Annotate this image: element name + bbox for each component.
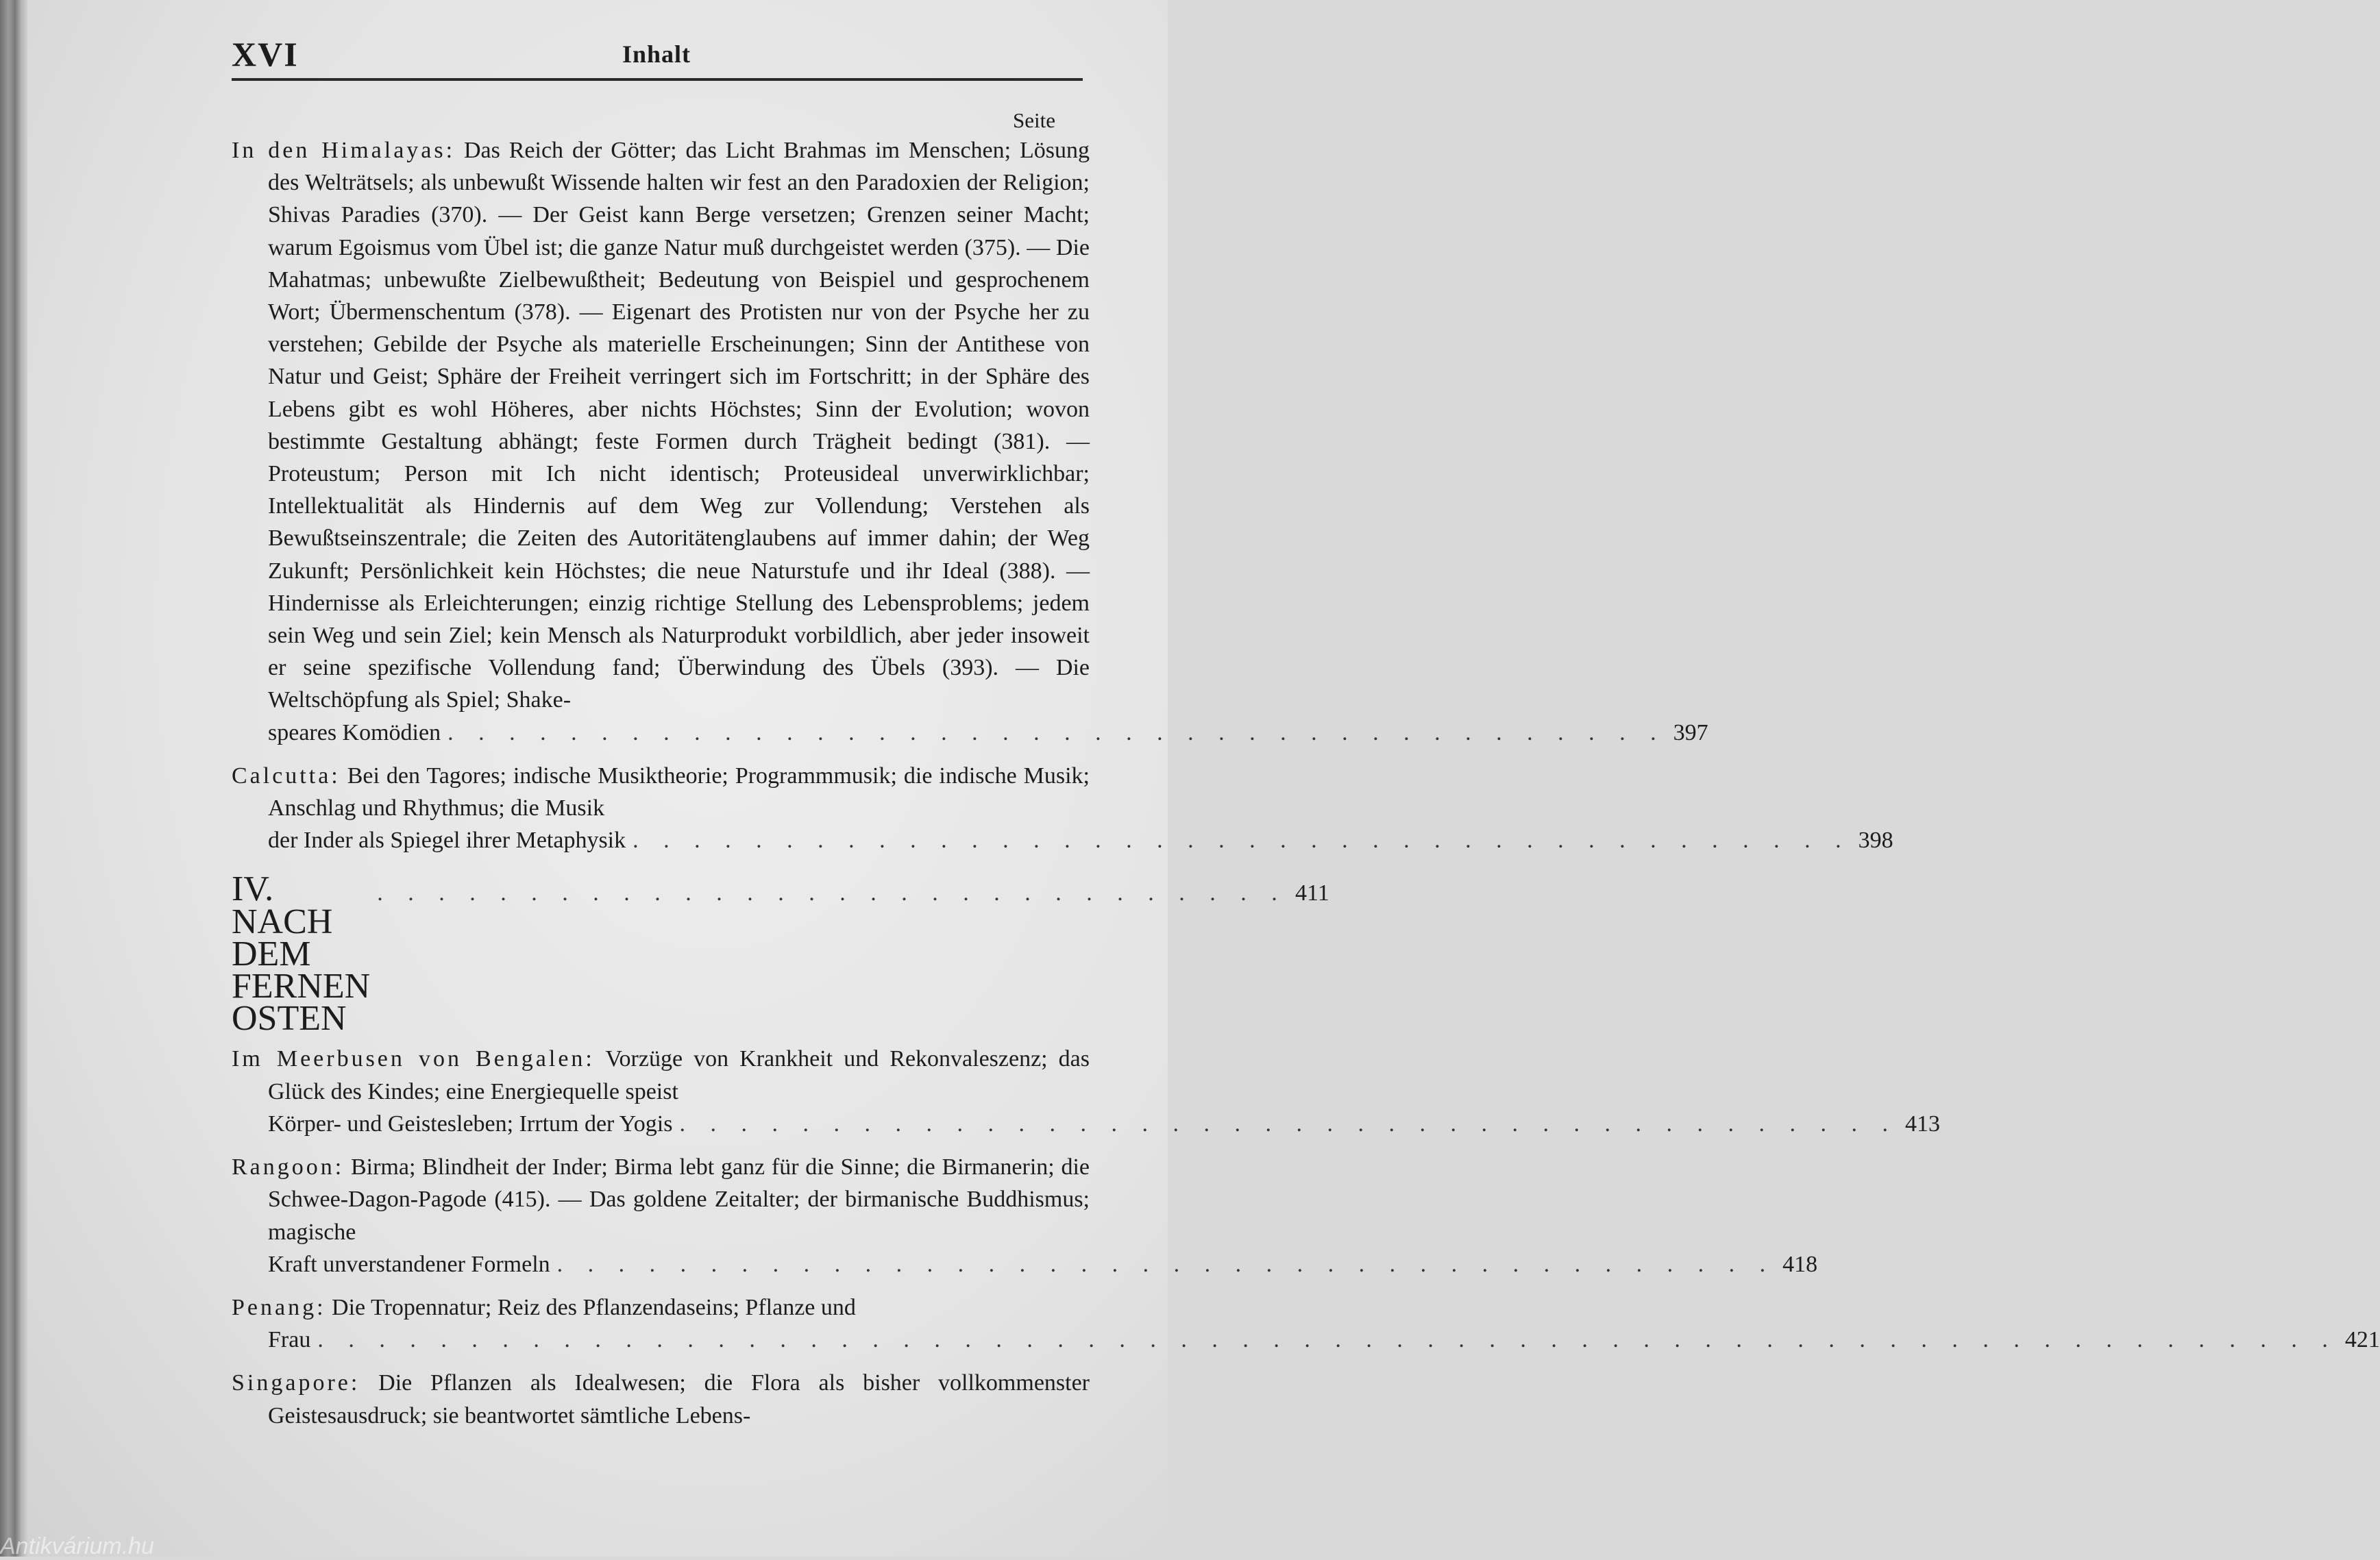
toc-entry-text: Das Reich der Götter; das Licht Brahmas im Menschen; Lösung des Welträtsels; als unbewußt Wissende halten wir fest an den Paradoxien der Religion; Shivas Paradies (370). — Der Geist kann Berge versetzen; Grenzen seiner Macht; warum Egoismus vom Übel ist; die ganze Natur muß durchgeistet werden (375). — Die Mahatmas; unbewußte Zielbewußtheit; Bedeutung von Beispiel und gesprochenem Wort; Übermenschentum (378). — Eigenart des Protisten nur von der Psyche her zu verstehen; Gebilde der Psyche als materielle Erscheinungen; Sinn der Antithese von Natur und Geist; Sphäre der Freiheit verringert sich im Fortschritt; in der Sphäre des Lebens gibt es wohl Höheres, aber nichts Höchstes; Sinn der Evolution; wovon bestimmte Gestaltung abhängt; feste Formen durch Trägheit bedingt (381). — Proteustum; Person mit Ich nicht identisch; Proteusideal unverwirklichbar; Intellektualität als Hindernis auf dem Weg zur Vollendung; Verstehen als Bewußtseinszentrale; die Zeiten des Autoritätenglaubens auf immer dahin; der Weg Zukunft; Persönlichkeit kein Höchstes; die neue Naturstufe und ihr Ideal (388). — Hindernisse als Erleichterungen; einzig richtige Stellung des Lebensproblems; jedem sein Weg und sein Ziel; kein Mensch als Naturprodukt vorbildlich, aber jeder insoweit er seine spezifische Vollendung fand; Überwindung des Übels (393). — Die Weltschöpfung als Spiel; Shake- xyxy=(268,138,1090,713)
toc-entry-body xyxy=(232,1151,1090,1248)
toc-entry-body xyxy=(232,760,1090,824)
toc-entry xyxy=(232,1043,1940,1140)
toc-entry-body xyxy=(232,1043,1090,1107)
toc-entry-last-line xyxy=(232,824,1893,856)
toc-entry-text: Birma; Blindheit der Inder; Birma lebt ganz für die Sinne; die Birmanerin; die Schwee-Dagon-Pagode (415). — Das goldene Zeitalter; der birmanische Buddhismus; magische xyxy=(268,1154,1090,1245)
toc-entry xyxy=(232,1367,1090,1431)
toc-entry-body xyxy=(232,1367,1090,1431)
leader-dots: . . . . . . . . . . . . . . . . . . . . . . . . . . . . . . . . . . . . . . . . xyxy=(556,1251,1776,1277)
toc-entry-text: Die Tropennatur; Reiz des Pflanzendaseins; Pflanze und xyxy=(332,1294,856,1320)
toc-entry-last-line xyxy=(232,1248,1818,1280)
toc-entry-body xyxy=(232,134,1090,717)
toc-entry xyxy=(232,134,1708,749)
toc-entry-last-text: speares Komödien xyxy=(268,719,441,745)
part-page: 411 xyxy=(1295,880,1329,906)
toc-entry-page: 421 xyxy=(2344,1327,2380,1353)
toc-entry-last-line xyxy=(232,717,1708,749)
watermark: Antikvárium.hu xyxy=(0,1533,154,1559)
book-binding-edge xyxy=(0,0,27,1557)
toc-entry-last-text: Kraft unverstandener Formeln xyxy=(268,1251,550,1277)
toc-entry xyxy=(232,1291,2380,1356)
page-column-label: Seite xyxy=(1013,108,1055,132)
toc-entry-page: 418 xyxy=(1782,1251,1818,1277)
header-rule xyxy=(232,78,1083,81)
toc-entry-place: Singapore: xyxy=(232,1370,360,1396)
toc-entry-last-text: Körper- und Geistesleben; Irrtum der Yogis xyxy=(268,1111,673,1137)
leader-dots: . . . . . . . . . . . . . . . . . . . . . . . . . . . . . . . . . . . . . . . . xyxy=(633,828,1851,854)
toc-entry-place: In den Himalayas: xyxy=(232,138,456,163)
toc-entry-last-text: der Inder als Spiegel ihrer Metaphysik xyxy=(268,828,626,854)
table-of-contents xyxy=(232,134,2380,1443)
page-header xyxy=(232,34,1083,84)
toc-entry-place: Calcutta: xyxy=(232,763,341,789)
leader-dots: . . . . . . . . . . . . . . . . . . . . . . . . . . . . . . xyxy=(377,880,1287,906)
toc-entry-text: Bei den Tagores; indische Musiktheorie; Programmmusik; die indische Musik; Anschlag und Rhythmus; die Musik xyxy=(268,763,1090,821)
toc-entry-page: 413 xyxy=(1904,1111,1940,1137)
toc-entry-text: Die Pflanzen als Idealwesen; die Flora als bisher vollkommenster Geistesausdruck; sie beantwortet sämtliche Lebens- xyxy=(268,1370,1090,1428)
toc-entry-place: Im Meerbusen von Bengalen: xyxy=(232,1046,595,1072)
part-heading xyxy=(232,869,1329,1039)
part-title: IV. NACH DEM FERNEN OSTEN xyxy=(232,869,371,1039)
toc-entry-last-text: Frau xyxy=(268,1327,311,1353)
toc-entry-page: 398 xyxy=(1858,828,1893,854)
leader-dots: . . . . . . . . . . . . . . . . . . . . . . . . . . . . . . . . . . . . . . . . xyxy=(679,1111,1898,1137)
toc-entry-page: 397 xyxy=(1673,719,1708,745)
toc-entry xyxy=(232,1151,1818,1280)
page-number: XVI xyxy=(232,35,299,73)
leader-dots: . . . . . . . . . . . . . . . . . . . . . . . . . . . . . . . . . . . . . . . . xyxy=(447,719,1666,745)
toc-entry-body xyxy=(232,1291,1090,1324)
toc-entry-last-line xyxy=(232,1108,1940,1140)
toc-entry xyxy=(232,760,1893,857)
running-title: Inhalt xyxy=(622,40,691,68)
toc-entry-place: Penang: xyxy=(232,1294,326,1320)
toc-entry-text: Vorzüge von Krankheit und Rekonvaleszenz; das Glück des Kindes; eine Energiequelle speist xyxy=(268,1046,1090,1104)
leader-dots: . . . . . . . . . . . . . . . . . . . . . . . . . . . . . . . . . . . . . . . . . . . . . . . . . . . . . . . . . . . . . . . . . . xyxy=(317,1327,2338,1353)
toc-entry-place: Rangoon: xyxy=(232,1154,345,1180)
toc-entry-last-line xyxy=(232,1324,2380,1356)
